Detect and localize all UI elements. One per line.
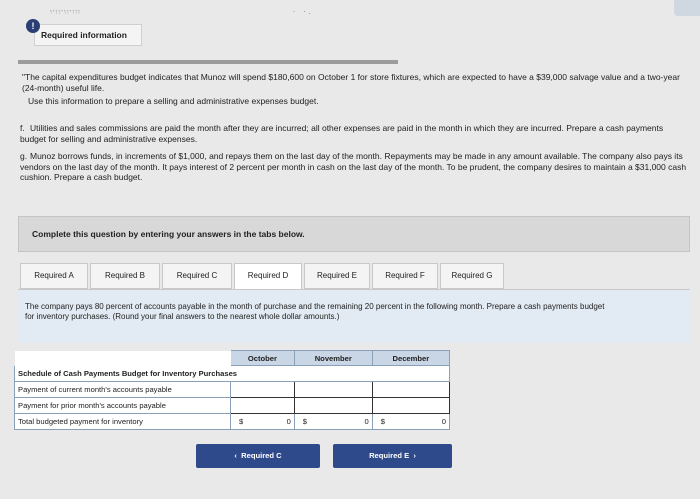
info-icon: ! <box>26 19 40 33</box>
table-row <box>15 414 450 430</box>
column-october: October <box>231 351 295 366</box>
divider <box>18 60 398 64</box>
input-current-december[interactable] <box>372 382 449 398</box>
next-button-label: Required E <box>369 451 410 460</box>
item-g-text: Munoz borrows funds, in increments of $1,000, and repays them on the last day of the month. Repayments may be made in any amount available. The company also pays its vendors on the last day of the month. It pays interest of 2 percent per month in cash on the last day of the month. To be prudent, the company desires to maintain a $31,000 cash cushion. Prepare a cash budget. <box>20 151 687 183</box>
input-prior-december[interactable] <box>372 398 449 414</box>
tab-required-f[interactable]: Required F <box>372 263 438 289</box>
total-november-value: 0 <box>364 417 369 426</box>
currency-symbol: $ <box>239 417 244 426</box>
schedule-title: Schedule of Cash Payments Budget for Inventory Purchases <box>15 366 450 382</box>
faded-header-text-center: · ·. <box>292 8 313 16</box>
item-f-label: f. <box>20 123 25 133</box>
problem-text-instruction: Use this information to prepare a selling and administrative expenses budget. <box>28 96 319 106</box>
total-november <box>294 414 372 430</box>
tab-required-b[interactable]: Required B <box>90 263 160 289</box>
total-december <box>372 414 449 430</box>
problem-text-capital: "The capital expenditures budget indicates that Munoz will spend $180,600 on October 1 for store fixtures, which are expected to have a $39,000 salvage value and a two-year (24-month) useful life. <box>22 72 680 93</box>
tab-required-c[interactable]: Required C <box>162 263 232 289</box>
tab-required-a[interactable]: Required A <box>20 263 88 289</box>
total-october-value: 0 <box>286 417 291 426</box>
required-information-label: Required information <box>41 30 127 40</box>
column-december: December <box>372 351 449 366</box>
input-prior-november[interactable] <box>294 398 372 414</box>
tab-required-e[interactable]: Required E <box>304 263 370 289</box>
header-spacer <box>15 351 231 366</box>
schedule-title-row <box>15 366 450 382</box>
item-g-label: g. <box>20 151 28 161</box>
question-panel <box>18 289 690 343</box>
currency-symbol: $ <box>302 417 308 426</box>
problem-item-f <box>20 123 690 144</box>
question-text: The company pays 80 percent of accounts payable in the month of purchase and the remaining 20 percent in the following month. Prepare a cash payments budget for inventory purchases. (Round your final answers to the nearest whole dollar amounts.) <box>25 302 605 321</box>
schedule-header-row <box>15 351 450 366</box>
input-current-november[interactable] <box>294 382 372 398</box>
chevron-right-icon: › <box>413 451 416 460</box>
chevron-left-icon: ‹ <box>234 451 237 460</box>
faded-header-text: ווויוויוויו <box>50 8 81 16</box>
instructions-banner <box>18 216 690 252</box>
table-row <box>15 398 450 414</box>
prev-button-label: Required C <box>241 451 282 460</box>
row-label-total: Total budgeted payment for inventory <box>15 414 231 430</box>
total-october <box>231 414 295 430</box>
next-required-e-button[interactable] <box>333 444 452 468</box>
prev-required-c-button[interactable] <box>196 444 320 468</box>
column-november: November <box>294 351 372 366</box>
item-f-text: Utilities and sales commissions are paid the month after they are incurred; all other expenses are paid in the month in which they are incurred. Prepare a cash payments budget for selling and administrative expenses. <box>20 123 664 144</box>
total-december-value: 0 <box>441 417 446 426</box>
tab-required-d[interactable]: Required D <box>234 263 302 290</box>
input-current-october[interactable] <box>231 382 295 398</box>
input-prior-october[interactable] <box>231 398 295 414</box>
row-label-current: Payment of current month's accounts payable <box>15 382 231 398</box>
cash-payments-schedule <box>14 350 450 430</box>
currency-symbol: $ <box>380 417 385 426</box>
instructions-text: Complete this question by entering your answers in the tabs below. <box>32 229 305 239</box>
tab-required-g[interactable]: Required G <box>440 263 504 289</box>
required-information-panel[interactable] <box>34 24 142 46</box>
row-label-prior: Payment for prior month's accounts payable <box>15 398 231 414</box>
problem-item-g <box>20 151 690 183</box>
corner-button[interactable] <box>674 0 700 16</box>
table-row <box>15 382 450 398</box>
